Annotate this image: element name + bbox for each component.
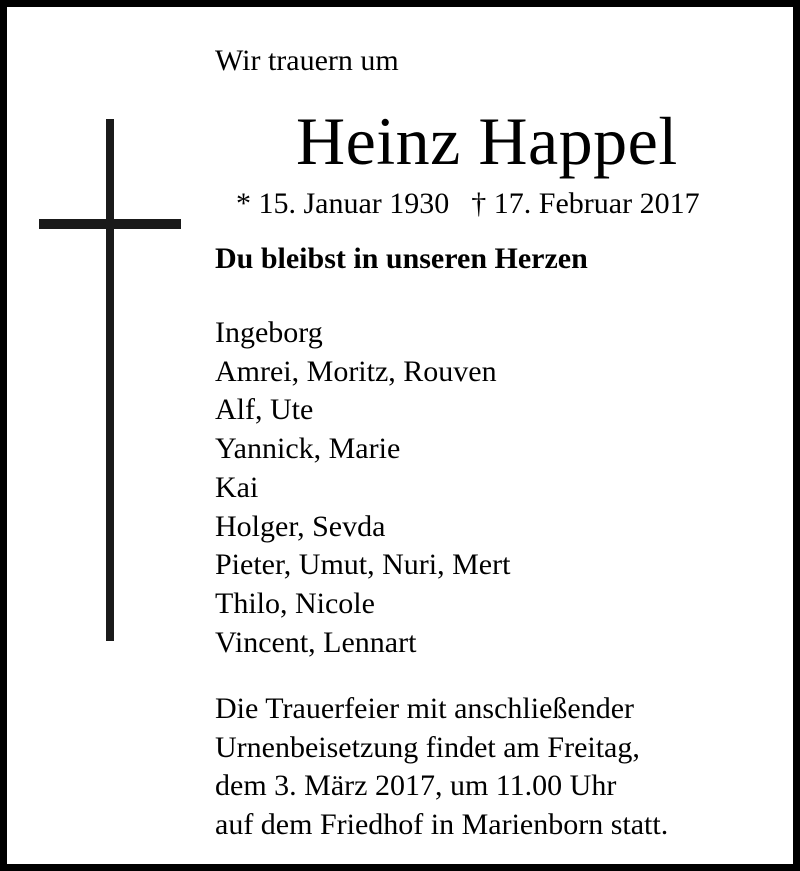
- cross-icon-bar: [39, 219, 181, 229]
- mourner-line: Ingeborg: [215, 316, 323, 349]
- cross-icon: [106, 119, 114, 641]
- notice-line: Die Trauerfeier mit anschließender: [215, 692, 635, 725]
- notice-line: dem 3. März 2017, um 11.00 Uhr: [215, 769, 617, 802]
- notice-line: auf dem Friedhof in Marienborn statt.: [215, 807, 669, 841]
- mourner-line: Alf, Ute: [215, 393, 314, 427]
- mourner-line: Pieter, Umut, Nuri, Mert: [215, 548, 511, 582]
- mourner-line: Vincent, Lennart: [215, 625, 417, 659]
- mourners-list: [215, 314, 510, 662]
- mourner-line: Amrei, Moritz, Rouven: [215, 354, 497, 388]
- intro-text: Wir trauern um: [215, 44, 399, 77]
- mourner-line: Kai: [215, 470, 259, 504]
- mourner-line: Thilo, Nicole: [215, 586, 375, 620]
- deceased-name: Heinz Happel: [296, 103, 678, 179]
- mourner-line: Yannick, Marie: [215, 432, 401, 466]
- notice-line: Urnenbeisetzung findet am Freitag,: [215, 730, 640, 764]
- funeral-notice: [215, 690, 668, 844]
- life-dates: [236, 184, 700, 224]
- mourner-line: Holger, Sevda: [215, 509, 386, 543]
- death-date: † 17. Februar 2017: [471, 187, 700, 220]
- motto: Du bleibst in unseren Herzen: [215, 242, 588, 275]
- birth-date: * 15. Januar 1930: [236, 187, 450, 220]
